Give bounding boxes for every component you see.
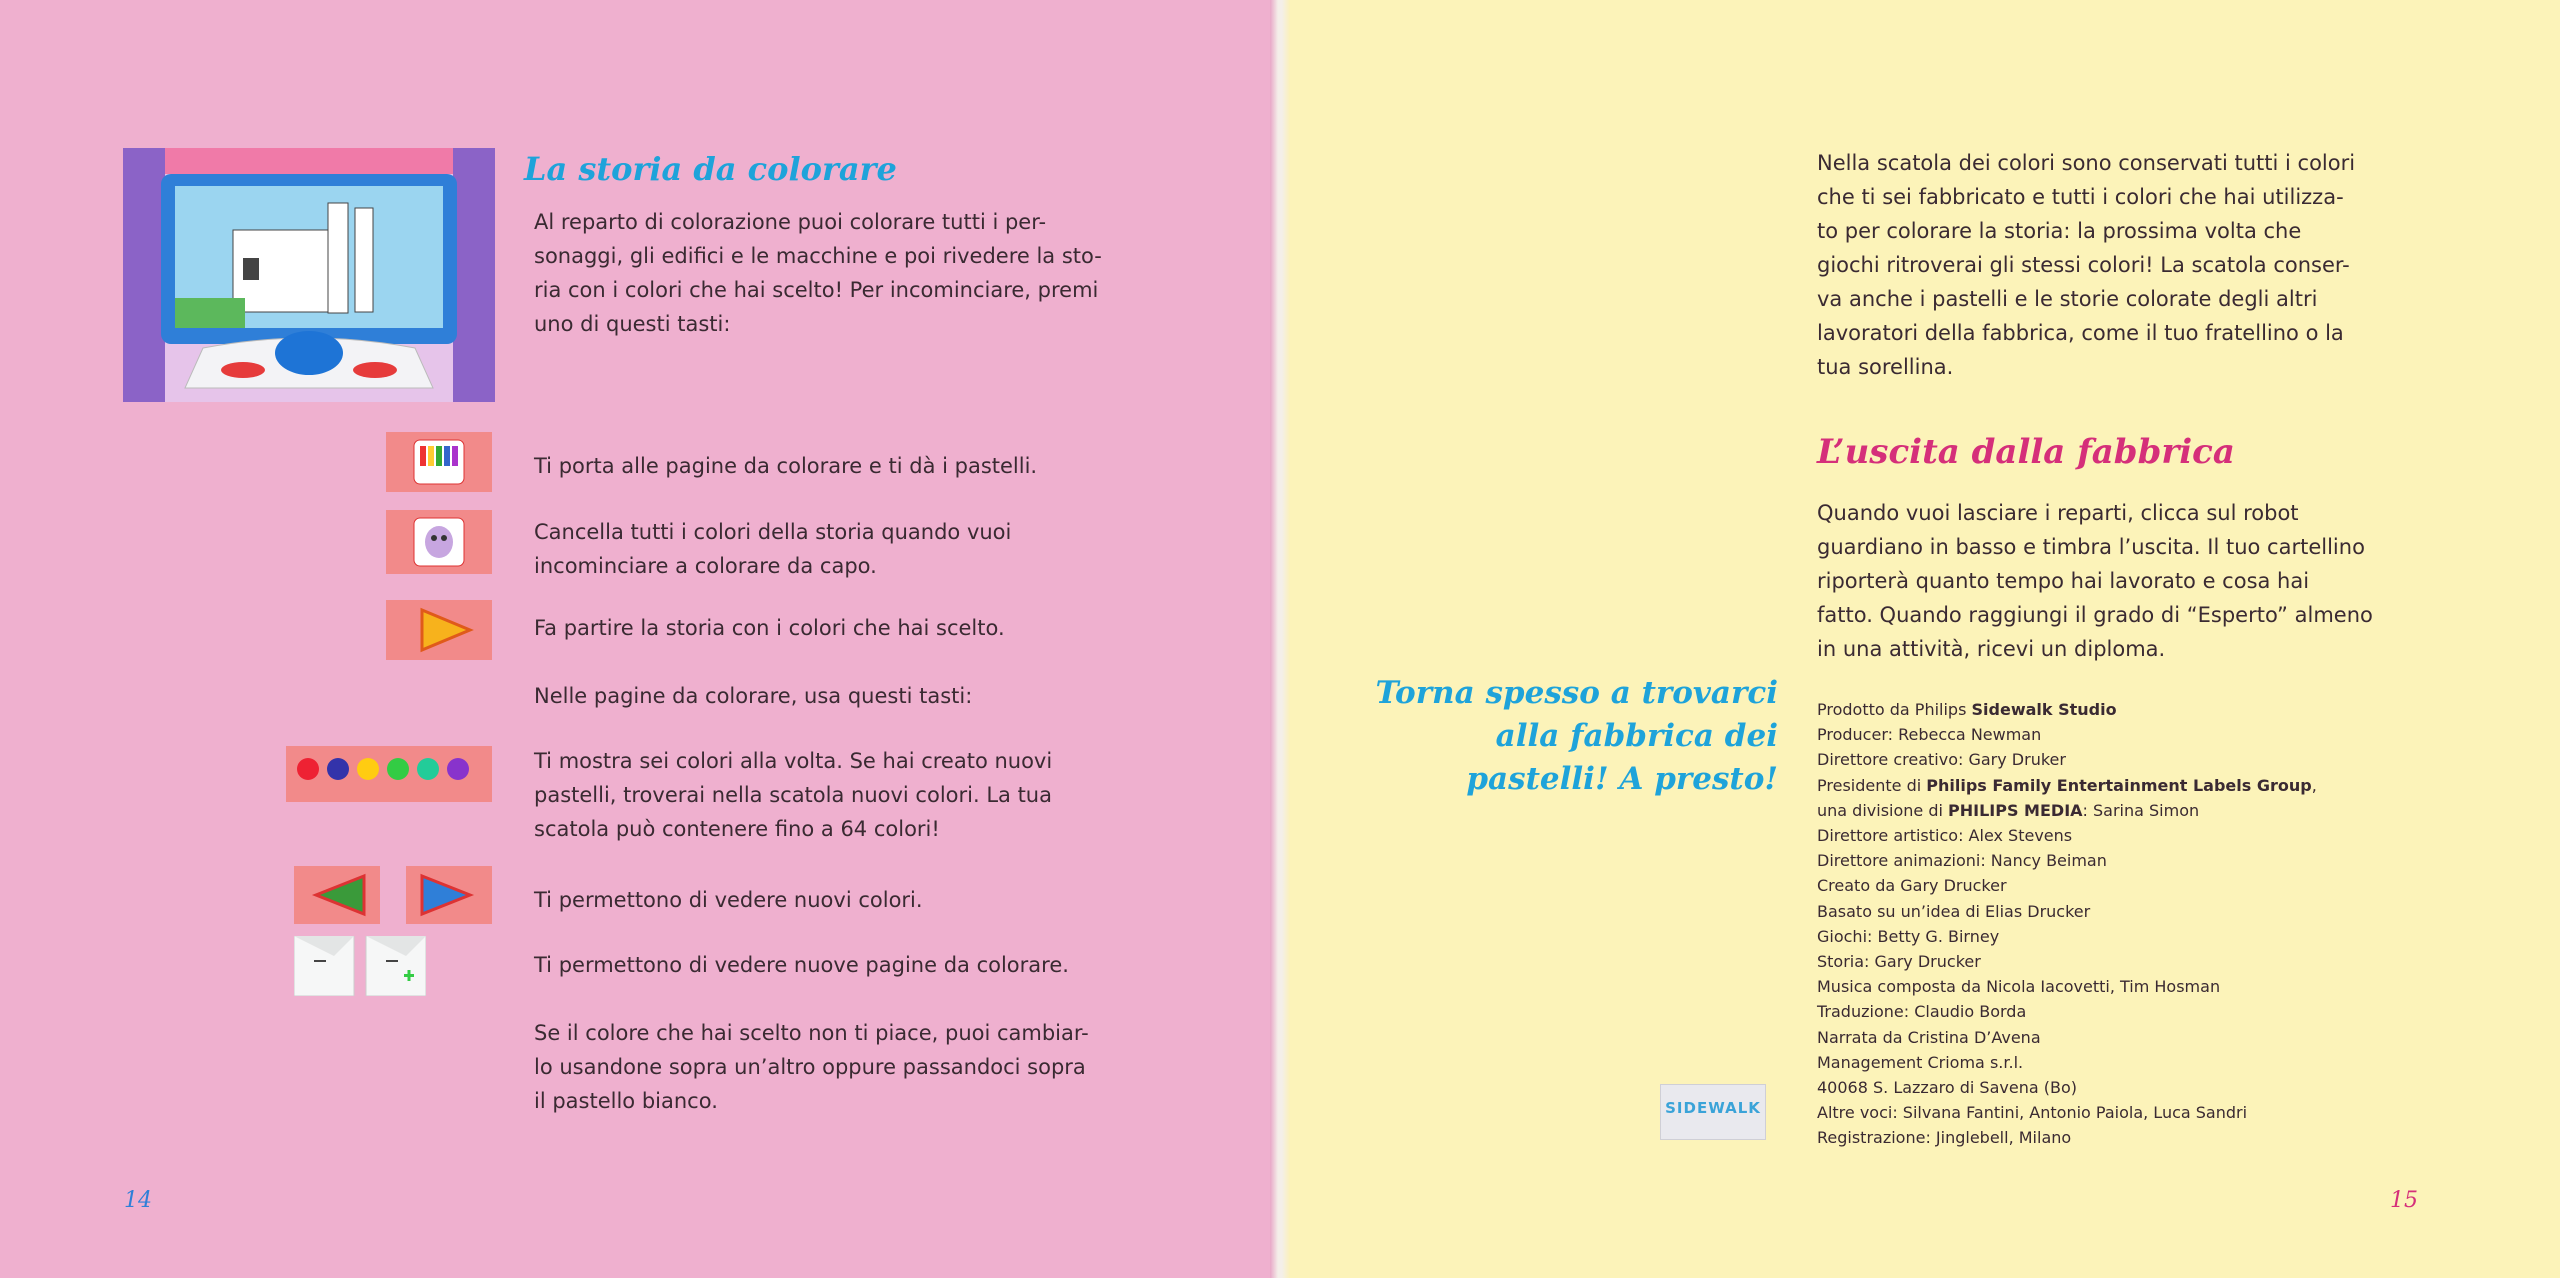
credits-list bbox=[1817, 697, 2417, 1151]
credit-line: Producer: Rebecca Newman bbox=[1817, 725, 2042, 745]
text-line: Cancella tutti i colori della storia quando vuoi bbox=[534, 520, 1012, 544]
play-description bbox=[534, 611, 1005, 645]
right-intro-text bbox=[1817, 146, 2355, 384]
text-line: Ti permettono di vedere nuove pagine da colorare. bbox=[534, 953, 1069, 977]
sidewalk-logo bbox=[1660, 1084, 1766, 1140]
logo-text: SIDEWALK bbox=[1665, 1099, 1761, 1117]
credit-line: 40068 S. Lazzaro di Savena (Bo) bbox=[1817, 1078, 2077, 1098]
text-line: Fa partire la storia con i colori che hai scelto. bbox=[534, 616, 1005, 640]
quote-line: Torna spesso a trovarci bbox=[1375, 675, 1778, 711]
text-line: in una attività, ricevi un diploma. bbox=[1817, 637, 2166, 661]
section-title-exit: L’uscita dalla fabbrica bbox=[1817, 432, 2235, 472]
text-line: il pastello bianco. bbox=[534, 1089, 718, 1113]
arrows-description bbox=[534, 883, 923, 917]
credit-line: Giochi: Betty G. Birney bbox=[1817, 926, 2000, 946]
text-line: Nella scatola dei colori sono conservati tutti i colori bbox=[1817, 151, 2356, 175]
book-gutter bbox=[1270, 0, 1290, 1278]
credit-line bbox=[1817, 773, 2417, 798]
text-line: fatto. Quando raggiungi il grado di “Esperto” almeno bbox=[1817, 603, 2373, 627]
text-line: Ti mostra sei colori alla volta. Se hai creato nuovi bbox=[534, 749, 1053, 773]
text-line: tua sorellina. bbox=[1817, 355, 1954, 379]
crayons-description bbox=[534, 449, 1037, 483]
credit-bold: PHILIPS MEDIA bbox=[1948, 800, 2083, 820]
eraser-description bbox=[534, 515, 1011, 583]
text-line: va anche i pastelli e le storie colorate degli altri bbox=[1817, 287, 2318, 311]
credit-line: Musica composta da Nicola Iacovetti, Tim Hosman bbox=[1817, 977, 2221, 997]
text-line: ria con i colori che hai scelto! Per incominciare, premi bbox=[534, 278, 1099, 302]
play-arrow-icon bbox=[386, 600, 492, 660]
text-line: lavoratori della fabbrica, come il tuo fratellino o la bbox=[1817, 321, 2344, 345]
quote-line: alla fabbrica dei bbox=[1495, 718, 1778, 754]
credit-rest: , bbox=[2311, 775, 2317, 795]
text-line: lo usandone sopra un’altro oppure passandoci sopra bbox=[534, 1055, 1086, 1079]
text-line: pastelli, troverai nella scatola nuovi colori. La tua bbox=[534, 783, 1052, 807]
credit-line: Direttore creativo: Gary Druker bbox=[1817, 750, 2066, 770]
credit-line: Traduzione: Claudio Borda bbox=[1817, 1002, 2027, 1022]
farewell-quote bbox=[1360, 672, 1778, 801]
section-title-coloring-story: La storia da colorare bbox=[524, 150, 897, 188]
coloring-intro: Nelle pagine da colorare, usa questi tasti: bbox=[534, 684, 973, 708]
text-line: sonaggi, gli edifici e le macchine e poi rivedere la sto- bbox=[534, 244, 1102, 268]
left-page bbox=[0, 0, 1270, 1278]
credit-line bbox=[1817, 697, 2417, 722]
page-turn-icon bbox=[294, 936, 426, 996]
page-number-left: 14 bbox=[124, 1188, 152, 1213]
quote-line: pastelli! A presto! bbox=[1466, 761, 1778, 797]
credit-bold: Sidewalk Studio bbox=[1971, 700, 2117, 719]
text-line: Quando vuoi lasciare i reparti, clicca sul robot bbox=[1817, 501, 2299, 525]
credit-rest: : Sarina Simon bbox=[2082, 800, 2200, 820]
credit-line: Creato da Gary Drucker bbox=[1817, 876, 2007, 896]
text-line: to per colorare la storia: la prossima volta che bbox=[1817, 219, 2302, 243]
credit-label: Prodotto da Philips bbox=[1817, 700, 1972, 719]
credit-line: Narrata da Cristina D’Avena bbox=[1817, 1027, 2041, 1047]
page-turn-description bbox=[534, 948, 1069, 982]
credit-line: Management Crioma s.r.l. bbox=[1817, 1052, 2024, 1072]
credit-line: Direttore animazioni: Nancy Beiman bbox=[1817, 851, 2107, 871]
arrows-icon bbox=[294, 866, 492, 924]
text-line: riporterà quanto tempo hai lavorato e cosa hai bbox=[1817, 569, 2310, 593]
text-line: Ti porta alle pagine da colorare e ti dà i pastelli. bbox=[534, 454, 1038, 478]
credit-label: Presidente di bbox=[1817, 775, 1927, 795]
text-line: uno di questi tasti: bbox=[534, 312, 731, 336]
text-line: Ti permettono di vedere nuovi colori. bbox=[534, 888, 923, 912]
credit-line: Basato su un’idea di Elias Drucker bbox=[1817, 901, 2091, 921]
text-line: guardiano in basso e timbra l’uscita. Il tuo cartellino bbox=[1817, 535, 2365, 559]
color-palette-icon bbox=[286, 746, 492, 802]
closing-text bbox=[534, 1016, 1089, 1118]
monitor-illustration bbox=[123, 148, 495, 402]
intro-text bbox=[534, 205, 1102, 341]
crayons-icon bbox=[386, 432, 492, 492]
eraser-owl-icon bbox=[386, 510, 492, 574]
text-line: scatola può contenere fino a 64 colori! bbox=[534, 817, 940, 841]
text-line: che ti sei fabbricato e tutti i colori che hai utilizza- bbox=[1817, 185, 2344, 209]
credit-line: Direttore artistico: Alex Stevens bbox=[1817, 826, 2073, 846]
credit-label: una divisione di bbox=[1817, 800, 1949, 820]
palette-description bbox=[534, 744, 1052, 846]
text-line: giochi ritroverai gli stessi colori! La scatola conser- bbox=[1817, 253, 2350, 277]
credit-line bbox=[1817, 798, 2417, 823]
credit-line: Registrazione: Jinglebell, Milano bbox=[1817, 1128, 2072, 1148]
credit-bold: Philips Family Entertainment Labels Group bbox=[1926, 775, 2312, 795]
text-line: Al reparto di colorazione puoi colorare tutti i per- bbox=[534, 210, 1047, 234]
text-line: incominciare a colorare da capo. bbox=[534, 554, 877, 578]
text-line: Se il colore che hai scelto non ti piace, puoi cambiar- bbox=[534, 1021, 1089, 1045]
page-number-right: 15 bbox=[2390, 1188, 2418, 1213]
credit-line: Storia: Gary Drucker bbox=[1817, 952, 1981, 972]
exit-text bbox=[1817, 496, 2373, 666]
credit-line: Altre voci: Silvana Fantini, Antonio Paiola, Luca Sandri bbox=[1817, 1103, 2248, 1123]
